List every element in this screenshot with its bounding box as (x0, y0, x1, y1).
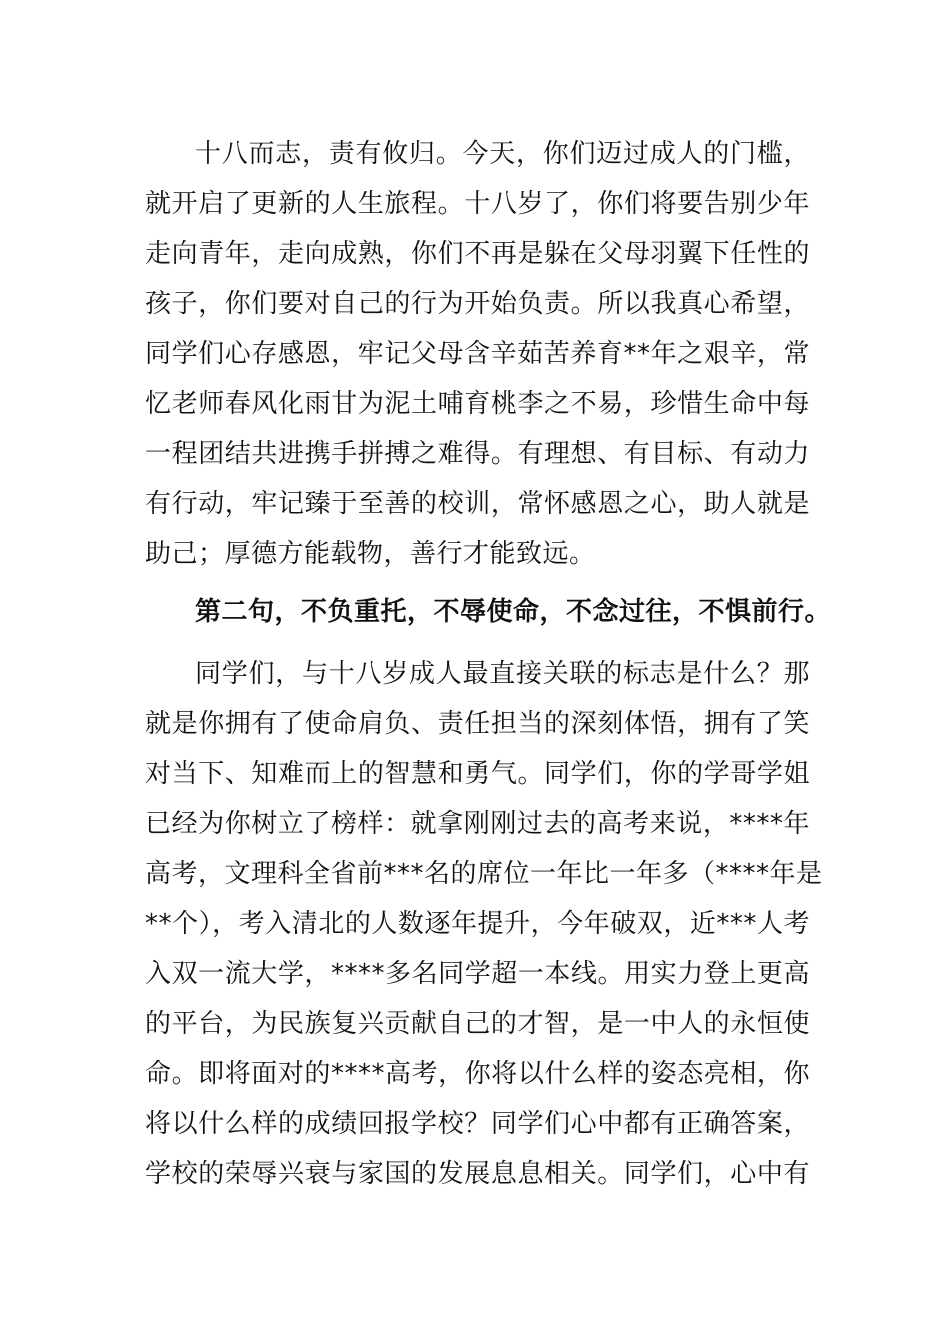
paragraph-1-line-9: 助己；厚德方能载物，善行才能致远。 (145, 539, 596, 569)
paragraph-1-line-5: 同学们心存感恩，牢记父母含辛茹苦养育**年之艰辛，常 (145, 339, 810, 369)
paragraph-1-line-6: 忆老师春风化雨甘为泥土哺育桃李之不易，珍惜生命中每 (145, 389, 810, 419)
paragraph-1-line-7: 一程团结共进携手拼搏之难得。有理想、有目标、有动力 (145, 439, 810, 469)
paragraph-2-line-1: 同学们，与十八岁成人最直接关联的标志是什么？那 (195, 659, 810, 689)
paragraph-1-line-3: 走向青年，走向成熟，你们不再是躲在父母羽翼下任性的 (145, 239, 810, 269)
paragraph-2-line-11: 学校的荣辱兴衰与家国的发展息息相关。同学们，心中有 (145, 1159, 810, 1189)
paragraph-2-line-5: 高考，文理科全省前***名的席位一年比一年多（****年是 (145, 859, 823, 889)
paragraph-1-line-1: 十八而志，责有攸归。今天，你们迈过成人的门槛， (195, 139, 810, 169)
paragraph-2-line-7: 入双一流大学，****多名同学超一本线。用实力登上更高 (145, 959, 810, 989)
paragraph-2-line-9: 命。即将面对的****高考，你将以什么样的姿态亮相，你 (145, 1059, 810, 1089)
paragraph-2-line-3: 对当下、知难而上的智慧和勇气。同学们，你的学哥学姐 (145, 759, 810, 789)
paragraph-2-line-2: 就是你拥有了使命肩负、责任担当的深刻体悟，拥有了笑 (145, 709, 810, 739)
paragraph-1-line-8: 有行动，牢记臻于至善的校训，常怀感恩之心，助人就是 (145, 489, 810, 519)
paragraph-2-line-10: 将以什么样的成绩回报学校？同学们心中都有正确答案， (145, 1109, 810, 1139)
section-heading: 第二句，不负重托，不辱使命，不念过往，不惧前行。 (195, 597, 832, 627)
paragraph-1-line-4: 孩子，你们要对自己的行为开始负责。所以我真心希望， (145, 289, 810, 319)
paragraph-2-line-6: **个），考入清北的人数逐年提升，今年破双，近***人考 (145, 909, 810, 939)
paragraph-2-line-4: 已经为你树立了榜样：就拿刚刚过去的高考来说，****年 (145, 809, 810, 839)
paragraph-2-line-8: 的平台，为民族复兴贡献自己的才智，是一中人的永恒使 (145, 1009, 810, 1039)
paragraph-1-line-2: 就开启了更新的人生旅程。十八岁了，你们将要告别少年 (145, 189, 810, 219)
